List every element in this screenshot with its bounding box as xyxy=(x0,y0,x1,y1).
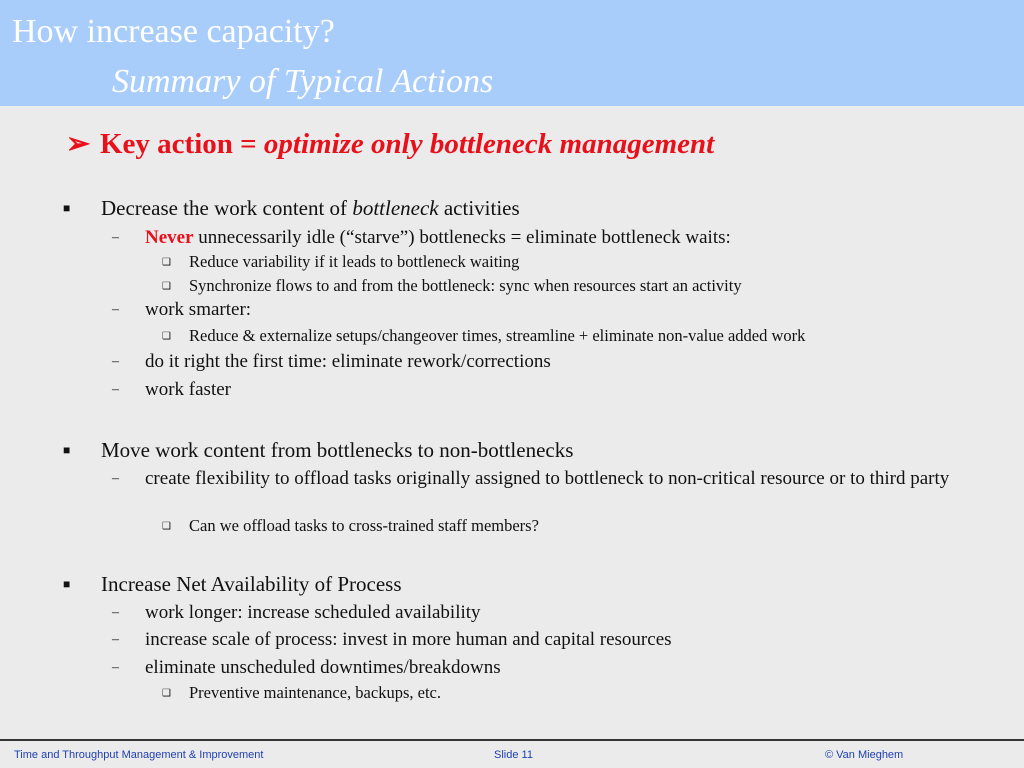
list-item xyxy=(112,467,985,490)
item-text: eliminate unscheduled downtimes/breakdowns xyxy=(145,657,501,678)
key-action-emphasis: optimize only bottleneck management xyxy=(263,128,715,160)
item-text: Can we offload tasks to cross-trained staff members? xyxy=(189,516,539,535)
item-emphasis: Never xyxy=(145,227,194,248)
item-text: unnecessarily idle (“starve”) bottlenecks = eliminate bottleneck waits: xyxy=(193,227,731,248)
item-emphasis: bottleneck xyxy=(352,196,439,220)
dash-bullet-icon: – xyxy=(112,471,119,486)
list-item xyxy=(62,437,573,463)
item-text: Move work content from bottlenecks to non-bottlenecks xyxy=(101,438,574,462)
list-item xyxy=(162,252,519,273)
list-item xyxy=(112,350,551,373)
list-item xyxy=(112,298,251,321)
item-text: Decrease the work content of xyxy=(101,196,353,220)
list-item xyxy=(162,516,539,537)
dash-bullet-icon: – xyxy=(112,354,119,369)
item-text: work longer: increase scheduled availability xyxy=(145,602,481,623)
box-bullet-icon: ❑ xyxy=(162,688,171,699)
list-item xyxy=(112,378,231,401)
list-item xyxy=(112,628,672,651)
box-bullet-icon: ❑ xyxy=(162,521,171,532)
item-text: Reduce variability if it leads to bottleneck waiting xyxy=(189,252,520,271)
footer-slide-number: Slide 11 xyxy=(494,749,533,761)
key-action-line xyxy=(66,126,714,162)
item-text: work faster xyxy=(145,379,231,400)
list-item xyxy=(162,683,441,704)
item-text: Synchronize flows to and from the bottleneck: sync when resources start an activity xyxy=(189,276,742,295)
square-bullet-icon: ■ xyxy=(63,201,71,215)
dash-bullet-icon: – xyxy=(112,230,119,245)
box-bullet-icon: ❑ xyxy=(162,331,171,342)
item-text: activities xyxy=(438,196,520,220)
footer-divider xyxy=(0,739,1024,741)
slide-subtitle: Summary of Typical Actions xyxy=(112,63,494,100)
item-text: Preventive maintenance, backups, etc. xyxy=(189,683,441,702)
dash-bullet-icon: – xyxy=(112,660,119,675)
list-item xyxy=(112,601,481,624)
list-item xyxy=(112,226,731,249)
item-text: create flexibility to offload tasks originally assigned to bottleneck to non-critical resource or to third party xyxy=(145,468,950,489)
title-banner xyxy=(0,0,1024,106)
item-text: Increase Net Availability of Process xyxy=(101,572,402,596)
box-bullet-icon: ❑ xyxy=(162,257,171,268)
arrow-bullet-icon: ➢ xyxy=(66,128,91,160)
key-action-lead: Key action = xyxy=(100,128,264,160)
footer-course-title: Time and Throughput Management & Improvement xyxy=(14,749,264,761)
box-bullet-icon: ❑ xyxy=(162,281,171,292)
list-item xyxy=(162,326,805,347)
list-item xyxy=(62,195,520,221)
item-text: do it right the first time: eliminate rework/corrections xyxy=(145,351,551,372)
list-item xyxy=(162,276,742,297)
square-bullet-icon: ■ xyxy=(63,443,71,457)
item-text: work smarter: xyxy=(145,299,252,320)
item-text: Reduce & externalize setups/changeover times, streamline + eliminate non-value added work xyxy=(189,326,806,345)
list-item xyxy=(62,571,402,597)
dash-bullet-icon: – xyxy=(112,632,119,647)
item-text: increase scale of process: invest in more human and capital resources xyxy=(145,629,672,650)
list-item xyxy=(112,656,501,679)
square-bullet-icon: ■ xyxy=(63,577,71,591)
slide-title: How increase capacity? xyxy=(12,13,335,50)
dash-bullet-icon: – xyxy=(112,302,119,317)
dash-bullet-icon: – xyxy=(112,605,119,620)
dash-bullet-icon: – xyxy=(112,382,119,397)
footer-author: © Van Mieghem xyxy=(825,749,904,761)
